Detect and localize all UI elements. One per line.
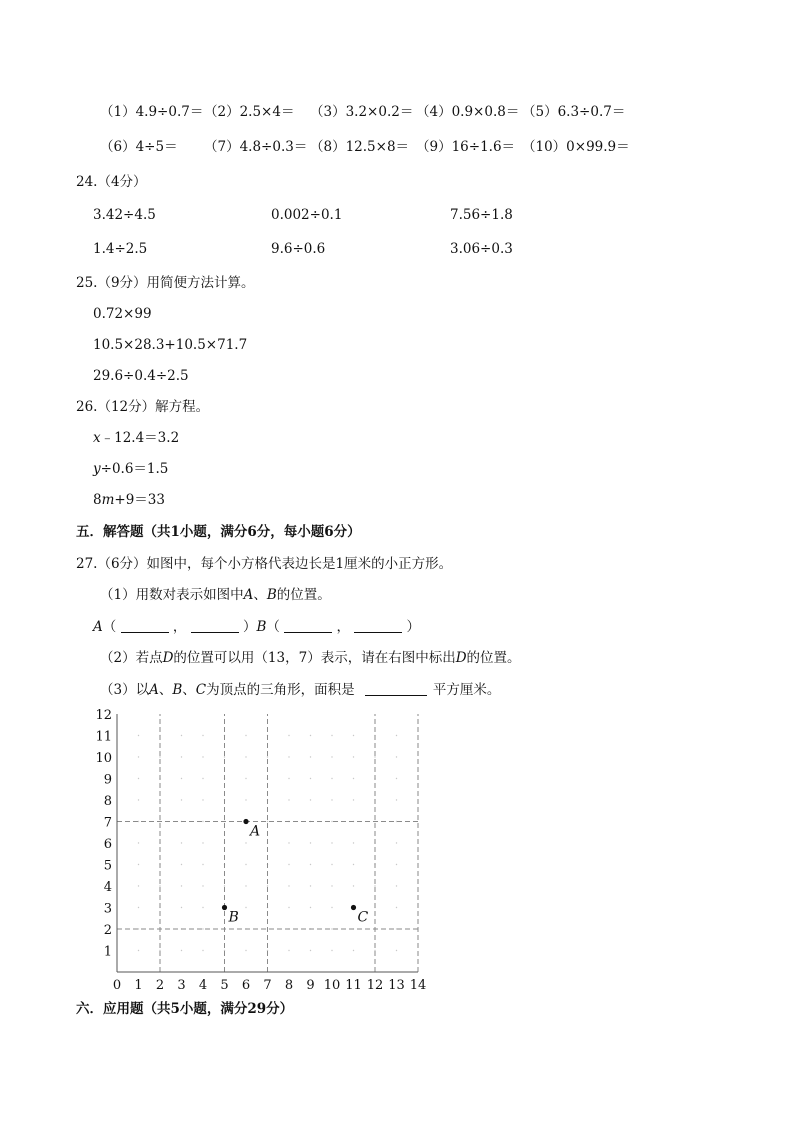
grid-dot [288, 907, 289, 908]
grid-dot [353, 799, 354, 800]
x-tick-label: 8 [284, 978, 294, 993]
grid-dot [288, 950, 289, 951]
grid-dot [353, 885, 354, 886]
grid-dot [138, 950, 139, 951]
grid-dot [202, 821, 203, 822]
x-tick-label: 0 [112, 978, 122, 993]
grid-dot [396, 885, 397, 886]
q24-item: 7.56÷1.8 [450, 207, 513, 223]
grid-dot [310, 778, 311, 779]
grid-dot [331, 928, 332, 929]
grid-dot [202, 864, 203, 865]
grid-dot [288, 778, 289, 779]
grid-dot [245, 799, 246, 800]
x-tick-label: 6 [241, 978, 251, 993]
grid-dot [374, 950, 375, 951]
grid-dot [138, 907, 139, 908]
grid-dot [138, 842, 139, 843]
grid-dot [331, 842, 332, 843]
q23-item-2: （2）2.5×4＝ [204, 104, 295, 120]
x-tick-label: 13 [388, 978, 405, 993]
grid-dot [181, 864, 182, 865]
grid-dot [202, 950, 203, 951]
grid-dot [353, 864, 354, 865]
grid-dot [331, 885, 332, 886]
grid-dot [245, 907, 246, 908]
grid-dot [181, 799, 182, 800]
grid-dot [181, 950, 182, 951]
answer-blank-a-y[interactable] [191, 620, 239, 633]
x-tick-label: 2 [155, 978, 165, 993]
y-tick-label: 8 [103, 794, 112, 809]
grid-dot [396, 799, 397, 800]
grid-dot [202, 799, 203, 800]
q23-item-6: （6）4÷5＝ [100, 139, 178, 155]
grid-dot [310, 907, 311, 908]
var-m: m [101, 492, 115, 508]
grid-dot [245, 864, 246, 865]
grid-dot [310, 735, 311, 736]
grid-dot [396, 864, 397, 865]
grid-dot [245, 885, 246, 886]
grid-dot [138, 778, 139, 779]
grid-dot [267, 885, 268, 886]
q24-heading: 24.（4分） [76, 174, 147, 190]
x-tick-label: 1 [134, 978, 143, 993]
grid-dot [396, 778, 397, 779]
answer-blank-area[interactable] [365, 683, 427, 696]
coordinate-grid-chart [88, 704, 433, 994]
q24-item: 0.002÷0.1 [271, 207, 343, 223]
grid-dot [138, 928, 139, 929]
grid-dot [310, 950, 311, 951]
grid-dot [245, 756, 246, 757]
q25-item: 29.6÷0.4÷2.5 [93, 368, 189, 384]
point-c [351, 905, 356, 910]
grid-dot [331, 821, 332, 822]
x-tick-label: 3 [177, 978, 186, 993]
grid-dot [181, 907, 182, 908]
grid-dot [138, 735, 139, 736]
q27-sub3: （3）以A、B、C为顶点的三角形，面积是 平方厘米。 [100, 682, 501, 698]
q23-item-1: （1）4.9÷0.7＝ [100, 104, 204, 120]
q23-item-7: （7）4.8÷0.3＝ [204, 139, 308, 155]
grid-dot [396, 950, 397, 951]
grid-dot [138, 756, 139, 757]
section-5-title: 五．解答题（共1小题，满分6分，每小题6分） [76, 524, 361, 540]
grid-dot [159, 756, 160, 757]
grid-dot [396, 821, 397, 822]
x-tick-label: 7 [263, 978, 272, 993]
grid-dot [181, 778, 182, 779]
point-label-a: A [250, 823, 261, 840]
x-tick-label: 5 [220, 978, 229, 993]
q23-item-9: （9）16÷1.6＝ [416, 139, 516, 155]
y-tick-label: 6 [103, 837, 112, 852]
grid-dot [374, 885, 375, 886]
point-label-c: C [357, 909, 369, 926]
q24-item: 3.06÷0.3 [450, 241, 513, 257]
grid-dot [396, 842, 397, 843]
grid-dot [353, 756, 354, 757]
grid-dot [224, 756, 225, 757]
grid-dot [245, 842, 246, 843]
grid-dot [331, 756, 332, 757]
q27-answer-line: A（ ， ）B（ ， ） [93, 619, 421, 635]
point-b [222, 905, 227, 910]
y-tick-label: 12 [95, 708, 112, 723]
grid-dot [331, 950, 332, 951]
grid-dot [288, 756, 289, 757]
grid-dot [202, 885, 203, 886]
y-tick-label: 2 [103, 923, 112, 938]
grid-dot [181, 885, 182, 886]
grid-dot [396, 907, 397, 908]
grid-dot [138, 799, 139, 800]
grid-dot [202, 842, 203, 843]
q26-equation-3: 8m+9＝33 [93, 492, 165, 508]
grid-dot [245, 950, 246, 951]
grid-dot [331, 799, 332, 800]
q26-heading: 26.（12分）解方程。 [76, 399, 210, 415]
answer-blank-a-x[interactable] [121, 620, 169, 633]
y-tick-label: 11 [95, 729, 112, 745]
grid-dot [396, 756, 397, 757]
x-tick-label: 11 [345, 978, 362, 993]
grid-dot [288, 842, 289, 843]
grid-dot [288, 735, 289, 736]
grid-dot [353, 842, 354, 843]
y-tick-label: 3 [103, 901, 112, 917]
grid-dot [396, 735, 397, 736]
y-tick-label: 10 [95, 751, 112, 766]
grid-dot [310, 885, 311, 886]
grid-dot [202, 735, 203, 736]
grid-dot [224, 885, 225, 886]
x-tick-label: 9 [306, 978, 315, 993]
grid-dot [138, 885, 139, 886]
grid-dot [202, 907, 203, 908]
grid-dot [245, 735, 246, 736]
grid-dot [224, 950, 225, 951]
x-tick-label: 12 [366, 978, 384, 993]
grid-dot [310, 842, 311, 843]
grid-dot [202, 756, 203, 757]
grid-dot [181, 842, 182, 843]
answer-blank-b-y[interactable] [354, 620, 402, 633]
q23-item-8: （8）12.5×8＝ [310, 139, 410, 155]
answer-blank-b-x[interactable] [284, 620, 332, 633]
grid-dot [138, 864, 139, 865]
grid-dot [159, 885, 160, 886]
q25-item: 10.5×28.3+10.5×71.7 [93, 337, 248, 353]
q25-heading: 25.（9分）用简便方法计算。 [76, 275, 255, 291]
q27-sub1: （1）用数对表示如图中A、B的位置。 [100, 587, 331, 603]
grid-dot [267, 821, 268, 822]
grid-dot [202, 778, 203, 779]
q23-item-3: （3）3.2×0.2＝ [310, 104, 414, 120]
grid-dot [310, 756, 311, 757]
section-6-title: 六．应用题（共5小题，满分29分） [76, 1001, 294, 1017]
grid-dot [331, 778, 332, 779]
q23-item-4: （4）0.9×0.8＝ [416, 104, 520, 120]
q23-item-5: （5）6.3÷0.7＝ [522, 104, 626, 120]
q24-item: 9.6÷0.6 [271, 241, 326, 257]
grid-dot [310, 799, 311, 800]
grid-dot [288, 799, 289, 800]
grid-dot [159, 950, 160, 951]
q25-item: 0.72×99 [93, 306, 152, 322]
y-tick-label: 4 [103, 880, 112, 895]
x-tick-label: 4 [198, 978, 208, 993]
point-label-b: B [228, 909, 239, 926]
q26-equation-1: x﹣12.4＝3.2 [93, 430, 180, 446]
y-tick-label: 9 [103, 772, 112, 788]
q26-equation-2: y÷0.6＝1.5 [93, 461, 169, 477]
grid-dot [353, 735, 354, 736]
q27-heading: 27.（6分）如图中，每个小方格代表边长是1厘米的小正方形。 [76, 556, 453, 572]
grid-dot [396, 928, 397, 929]
x-tick-label: 10 [323, 978, 341, 993]
q24-item: 3.42÷4.5 [93, 207, 156, 223]
grid-dot [288, 864, 289, 865]
var-x: x [93, 430, 101, 446]
grid-dot [181, 756, 182, 757]
q23-item-10: （10）0×99.9＝ [522, 139, 630, 155]
y-tick-label: 7 [103, 815, 112, 831]
grid-dot [138, 821, 139, 822]
x-tick-label: 14 [409, 978, 427, 993]
var-y: y [93, 461, 101, 477]
grid-dot [245, 778, 246, 779]
point-a [243, 819, 248, 824]
y-tick-label: 1 [103, 944, 112, 960]
y-tick-label: 5 [103, 858, 112, 874]
grid-dot [288, 885, 289, 886]
grid-dot [310, 864, 311, 865]
grid-dot [374, 756, 375, 757]
grid-dot [181, 735, 182, 736]
grid-dot [267, 950, 268, 951]
q24-item: 1.4÷2.5 [93, 241, 148, 257]
q27-sub2: （2）若点D的位置可以用（13，7）表示，请在右图中标出D的位置。 [100, 650, 521, 666]
grid-dot [353, 778, 354, 779]
grid-dot [353, 950, 354, 951]
grid-dot [331, 735, 332, 736]
grid-dot [331, 864, 332, 865]
grid-dot [331, 907, 332, 908]
grid-dot [202, 928, 203, 929]
grid-dot [267, 756, 268, 757]
